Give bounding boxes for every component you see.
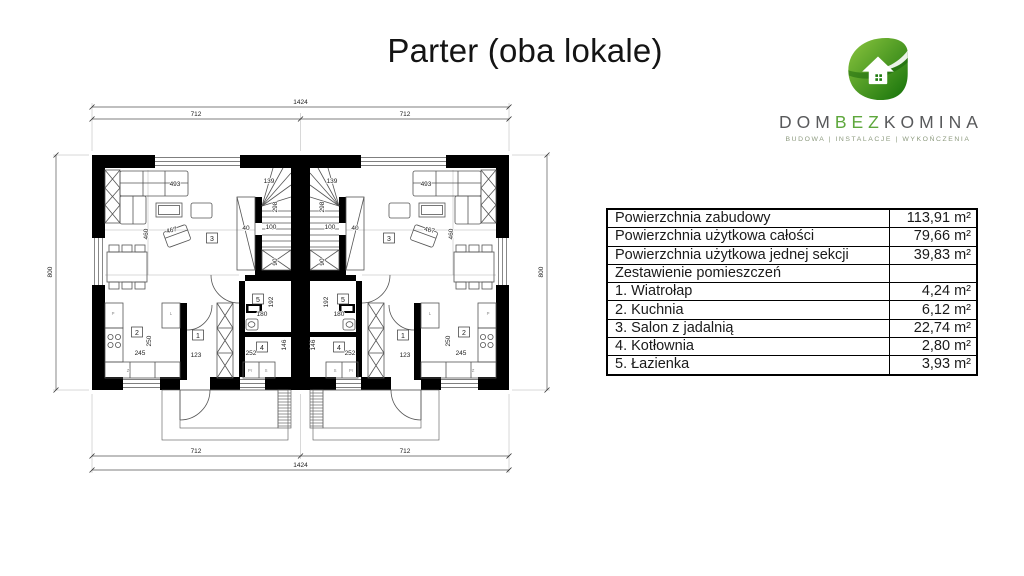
- dim-712-top-left: 712: [190, 111, 202, 118]
- dim-712-bottom-right: 712: [399, 448, 411, 455]
- area-value: 79,66 m²: [890, 228, 978, 246]
- area-value: 2,80 m²: [890, 338, 978, 356]
- area-table: [606, 208, 978, 376]
- cabinet-pr-right: Pr: [348, 368, 354, 373]
- dim-192-right: 192: [323, 296, 330, 308]
- table-row: [607, 319, 977, 337]
- dim-40-right: 40: [351, 225, 359, 232]
- area-value: 39,83 m²: [890, 246, 978, 264]
- dim-192-left: 192: [268, 296, 275, 308]
- dim-245-left: 245: [134, 350, 146, 357]
- dim-245-right: 245: [455, 350, 467, 357]
- room-2-left: 2: [135, 330, 139, 337]
- cabinet-l-right: L: [428, 311, 432, 316]
- cabinet-z-left: Z: [126, 368, 130, 373]
- area-label: Zestawienie pomieszczeń: [607, 264, 890, 282]
- table-row: [607, 209, 977, 228]
- area-value: 3,93 m²: [890, 356, 978, 375]
- dim-139-left: 139: [263, 178, 275, 185]
- dim-800-right: 800: [538, 266, 545, 278]
- cabinet-p-right: P: [486, 311, 490, 316]
- dim-712-top-right: 712: [399, 111, 411, 118]
- dim-467-right: 467: [423, 225, 436, 236]
- area-label: 4. Kotłownia: [607, 338, 890, 356]
- room-2-right: 2: [462, 330, 466, 337]
- dim-712-bottom-left: 712: [190, 448, 202, 455]
- dim-123-left: 123: [190, 352, 202, 359]
- dim-252-right: 252: [344, 350, 356, 357]
- dim-146-right: 146: [310, 339, 317, 351]
- room-1-right: 1: [401, 333, 405, 340]
- cabinet-pr-left: Pr: [247, 368, 253, 373]
- logo: [779, 36, 983, 143]
- table-row: [607, 264, 977, 282]
- room-5-left: 5: [256, 297, 260, 304]
- dim-250-right: 250: [445, 335, 452, 347]
- cabinet-s-left: S: [264, 368, 268, 373]
- room-3-left: 3: [210, 236, 214, 243]
- dim-298-right: 298: [319, 201, 326, 213]
- dim-493-left: 493: [169, 181, 181, 188]
- table-row: [607, 246, 977, 264]
- dim-90-left: 90: [272, 258, 279, 266]
- dim-100-right: 100: [324, 224, 336, 231]
- logo-word-dom: DOM: [779, 112, 835, 132]
- table-row: [607, 301, 977, 319]
- area-value: 22,74 m²: [890, 319, 978, 337]
- room-4-left: 4: [260, 345, 264, 352]
- page-title: Parter (oba lokale): [387, 32, 663, 69]
- dim-180-left: 180: [256, 311, 268, 318]
- dim-146-left: 146: [281, 339, 288, 351]
- logo-word-bez: BEZ: [834, 112, 884, 132]
- cabinet-z-right: Z: [471, 368, 475, 373]
- cabinet-p-left: P: [111, 311, 115, 316]
- dim-467-left: 467: [165, 225, 178, 236]
- area-value: 6,12 m²: [890, 301, 978, 319]
- cabinet-s-right: S: [333, 368, 337, 373]
- room-4-right: 4: [337, 345, 341, 352]
- area-label: 1. Wiatrołap: [607, 283, 890, 301]
- dim-800-left: 800: [47, 266, 54, 278]
- area-label: Powierzchnia użytkowa jednej sekcji: [607, 246, 890, 264]
- area-label: Powierzchnia zabudowy: [607, 209, 890, 228]
- unit-right: [310, 155, 509, 440]
- cabinet-l-left: L: [169, 311, 173, 316]
- dim-139-right: 139: [326, 178, 338, 185]
- area-value: 4,24 m²: [890, 283, 978, 301]
- table-row: [607, 338, 977, 356]
- table-row: [607, 283, 977, 301]
- unit-left: [92, 155, 291, 440]
- floor-plan: [40, 85, 560, 485]
- dim-252-left: 252: [245, 350, 257, 357]
- dim-1424-bottom: 1424: [293, 462, 308, 469]
- area-label: 5. Łazienka: [607, 356, 890, 375]
- room-1-left: 1: [196, 333, 200, 340]
- dim-90-right: 90: [319, 258, 326, 266]
- dim-460-left: 460: [143, 228, 150, 240]
- area-label: 3. Salon z jadalnią: [607, 319, 890, 337]
- logo-wordmark: [779, 112, 983, 133]
- dim-460-right: 460: [448, 228, 455, 240]
- area-table-container: [606, 208, 978, 376]
- area-value: 113,91 m²: [890, 209, 978, 228]
- logo-house-icon: [845, 36, 911, 102]
- logo-tagline: BUDOWA | INSTALACJE | WYKOŃCZENIA: [785, 136, 971, 143]
- area-label: 2. Kuchnia: [607, 301, 890, 319]
- area-value: [890, 264, 978, 282]
- room-5-right: 5: [341, 297, 345, 304]
- dim-40-left: 40: [242, 225, 250, 232]
- room-3-right: 3: [387, 236, 391, 243]
- dim-100-left: 100: [265, 224, 277, 231]
- party-wall: [291, 155, 310, 390]
- logo-word-komina: KOMINA: [883, 112, 983, 132]
- dim-298-left: 298: [272, 201, 279, 213]
- dim-123-right: 123: [399, 352, 411, 359]
- table-row: [607, 356, 977, 375]
- table-row: [607, 228, 977, 246]
- dim-250-left: 250: [146, 335, 153, 347]
- dim-1424-top: 1424: [293, 99, 308, 106]
- dim-180-right: 180: [333, 311, 345, 318]
- area-label: Powierzchnia użytkowa całości: [607, 228, 890, 246]
- dim-493-right: 493: [420, 181, 432, 188]
